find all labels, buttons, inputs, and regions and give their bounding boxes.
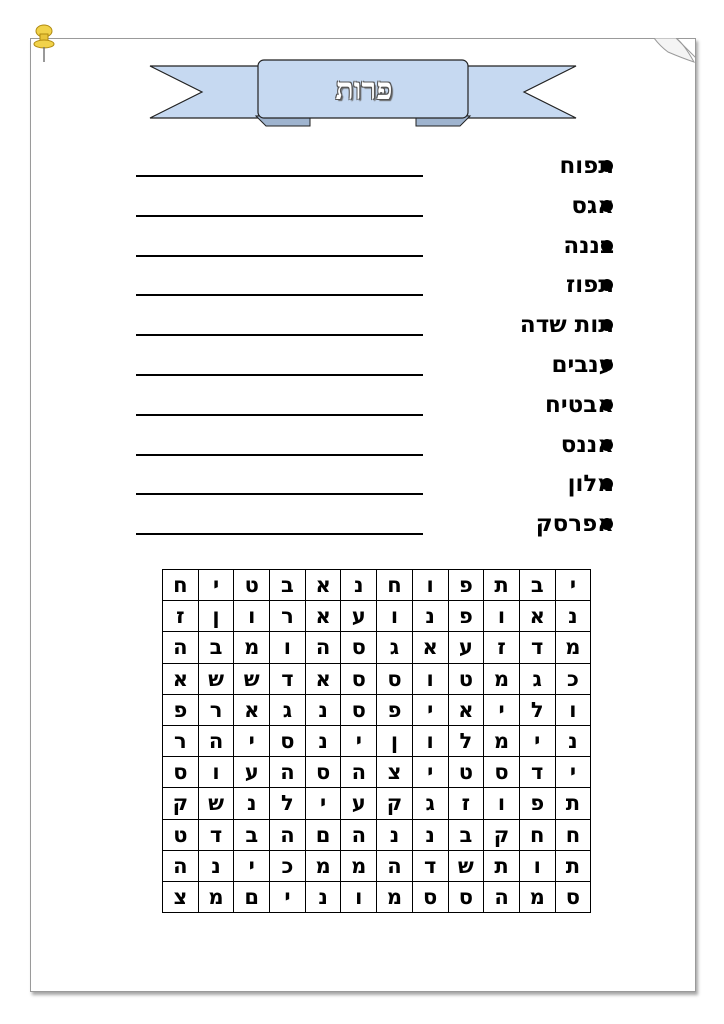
grid-cell[interactable]: נ — [555, 725, 591, 756]
grid-cell[interactable]: ח — [377, 570, 413, 601]
grid-cell[interactable]: י — [198, 570, 234, 601]
grid-cell[interactable]: ה — [198, 725, 234, 756]
grid-cell[interactable]: ה — [341, 757, 377, 788]
grid-cell[interactable]: י — [555, 570, 591, 601]
grid-cell[interactable]: ת — [484, 850, 520, 881]
list-item — [0, 305, 724, 345]
grid-cell[interactable]: ס — [341, 632, 377, 663]
grid-cell[interactable]: כ — [555, 663, 591, 694]
grid-cell[interactable]: מ — [305, 850, 341, 881]
grid-cell[interactable]: מ — [484, 663, 520, 694]
grid-cell[interactable]: צ — [377, 757, 413, 788]
grid-cell[interactable]: ס — [448, 881, 484, 912]
grid-cell[interactable]: ט — [234, 570, 270, 601]
grid-cell[interactable]: ס — [305, 757, 341, 788]
grid-cell[interactable]: א — [412, 632, 448, 663]
answer-line[interactable] — [136, 334, 423, 336]
grid-cell[interactable]: ו — [412, 663, 448, 694]
grid-cell[interactable]: ש — [198, 663, 234, 694]
grid-cell[interactable]: ג — [270, 694, 306, 725]
grid-cell[interactable]: נ — [234, 788, 270, 819]
grid-cell[interactable]: ב — [234, 819, 270, 850]
grid-cell[interactable]: ו — [484, 788, 520, 819]
grid-cell[interactable]: נ — [555, 601, 591, 632]
grid-row — [163, 757, 591, 788]
word-label: אבטיח — [545, 391, 614, 418]
grid-cell[interactable]: נ — [377, 819, 413, 850]
list-item — [0, 146, 724, 186]
grid-cell[interactable]: פ — [448, 570, 484, 601]
grid-cell[interactable]: ס — [341, 663, 377, 694]
grid-cell[interactable]: ה — [270, 819, 306, 850]
grid-row — [163, 632, 591, 663]
grid-cell[interactable]: ל — [519, 694, 555, 725]
grid-cell[interactable]: ד — [198, 819, 234, 850]
grid-cell[interactable]: כ — [270, 850, 306, 881]
answer-line[interactable] — [136, 533, 423, 535]
grid-cell[interactable]: ו — [341, 881, 377, 912]
grid-cell[interactable]: ן — [377, 725, 413, 756]
page-title: פרות — [335, 72, 393, 107]
grid-cell[interactable]: ר — [198, 694, 234, 725]
grid-cell[interactable]: ס — [163, 757, 199, 788]
grid-cell[interactable]: ח — [555, 819, 591, 850]
grid-cell[interactable]: ה — [163, 850, 199, 881]
grid-cell[interactable]: ת — [555, 850, 591, 881]
grid-row — [163, 725, 591, 756]
grid-cell[interactable]: ב — [270, 570, 306, 601]
grid-cell[interactable]: ו — [412, 725, 448, 756]
list-item — [0, 425, 724, 465]
list-item — [0, 186, 724, 226]
answer-line[interactable] — [136, 414, 423, 416]
word-label: תות שדה — [519, 312, 614, 339]
grid-cell[interactable]: ל — [270, 788, 306, 819]
grid-row — [163, 663, 591, 694]
grid-cell[interactable]: פ — [163, 694, 199, 725]
answer-line[interactable] — [136, 255, 423, 257]
grid-cell[interactable]: ז — [448, 788, 484, 819]
word-label: ענבים — [551, 351, 614, 378]
grid-cell[interactable]: ו — [270, 632, 306, 663]
grid-row — [163, 881, 591, 912]
word-label: תפוח — [559, 153, 614, 179]
grid-cell[interactable]: פ — [377, 694, 413, 725]
grid-cell[interactable]: ל — [448, 725, 484, 756]
grid-row — [163, 850, 591, 881]
list-item — [0, 345, 724, 385]
grid-cell[interactable]: ו — [234, 601, 270, 632]
grid-cell[interactable]: ד — [270, 663, 306, 694]
grid-cell[interactable]: ס — [270, 725, 306, 756]
grid-cell[interactable]: א — [163, 663, 199, 694]
grid-cell[interactable]: ו — [519, 850, 555, 881]
grid-cell[interactable]: י — [484, 694, 520, 725]
grid-row — [163, 694, 591, 725]
grid-cell[interactable]: נ — [305, 725, 341, 756]
answer-line[interactable] — [136, 493, 423, 495]
grid-cell[interactable]: ע — [448, 632, 484, 663]
grid-cell[interactable]: י — [555, 757, 591, 788]
grid-cell[interactable]: ב — [448, 819, 484, 850]
answer-line[interactable] — [136, 175, 423, 177]
grid-cell[interactable]: מ — [484, 725, 520, 756]
grid-cell[interactable]: י — [234, 725, 270, 756]
folded-corner — [654, 38, 696, 64]
grid-cell[interactable]: ט — [448, 757, 484, 788]
grid-cell[interactable]: ה — [305, 632, 341, 663]
grid-cell[interactable]: א — [519, 601, 555, 632]
list-item — [0, 265, 724, 305]
grid-cell[interactable]: ם — [305, 819, 341, 850]
grid-cell[interactable]: ש — [448, 850, 484, 881]
grid-cell[interactable]: י — [519, 725, 555, 756]
list-item — [0, 385, 724, 425]
word-label: אננס — [560, 431, 614, 458]
grid-cell[interactable]: ס — [412, 881, 448, 912]
grid-cell[interactable]: ר — [163, 725, 199, 756]
grid-cell[interactable]: נ — [341, 570, 377, 601]
grid-cell[interactable]: ט — [163, 819, 199, 850]
grid-cell[interactable]: ס — [484, 757, 520, 788]
grid-row — [163, 819, 591, 850]
grid-cell[interactable]: ק — [484, 819, 520, 850]
grid-cell[interactable]: ק — [163, 788, 199, 819]
answer-line[interactable] — [136, 294, 423, 296]
grid-cell[interactable]: ש — [234, 663, 270, 694]
pushpin-icon — [30, 22, 66, 66]
grid-cell[interactable]: מ — [341, 850, 377, 881]
grid-cell[interactable]: ו — [412, 570, 448, 601]
grid-cell[interactable]: ר — [270, 601, 306, 632]
grid-cell[interactable]: ז — [163, 601, 199, 632]
grid-cell[interactable]: י — [234, 850, 270, 881]
grid-cell[interactable]: ו — [377, 601, 413, 632]
grid-cell[interactable]: ד — [519, 757, 555, 788]
word-list — [0, 146, 724, 544]
word-label: בננה — [563, 232, 614, 259]
answer-line[interactable] — [136, 454, 423, 456]
grid-cell[interactable]: א — [305, 601, 341, 632]
grid-cell[interactable]: ו — [484, 601, 520, 632]
grid-cell[interactable]: מ — [377, 881, 413, 912]
grid-cell[interactable]: מ — [234, 632, 270, 663]
word-search-grid — [162, 569, 591, 913]
grid-cell[interactable]: מ — [519, 881, 555, 912]
grid-cell[interactable]: מ — [555, 632, 591, 663]
grid-cell[interactable]: ג — [412, 788, 448, 819]
grid-cell[interactable]: ח — [519, 819, 555, 850]
grid-row — [163, 788, 591, 819]
grid-cell[interactable]: מ — [198, 881, 234, 912]
grid-cell[interactable]: ה — [163, 632, 199, 663]
grid-cell[interactable]: ג — [519, 663, 555, 694]
grid-row — [163, 570, 591, 601]
answer-line[interactable] — [136, 215, 423, 217]
grid-cell[interactable]: ה — [270, 757, 306, 788]
grid-cell[interactable]: ע — [341, 601, 377, 632]
word-label: אגס — [571, 192, 614, 219]
word-label: אפרסק — [535, 511, 614, 538]
grid-cell[interactable]: ד — [412, 850, 448, 881]
grid-cell[interactable]: ס — [377, 663, 413, 694]
grid-cell[interactable]: ב — [198, 632, 234, 663]
grid-cell[interactable]: נ — [412, 819, 448, 850]
grid-cell[interactable]: ם — [234, 881, 270, 912]
grid-cell[interactable]: צ — [163, 881, 199, 912]
grid-cell[interactable]: ת — [555, 788, 591, 819]
grid-cell[interactable]: ג — [377, 632, 413, 663]
grid-cell[interactable]: א — [305, 663, 341, 694]
grid-cell[interactable]: י — [270, 881, 306, 912]
grid-cell[interactable]: ן — [198, 601, 234, 632]
grid-row — [163, 601, 591, 632]
grid-cell[interactable]: ע — [234, 757, 270, 788]
list-item — [0, 464, 724, 504]
grid-cell[interactable]: ח — [163, 570, 199, 601]
grid-cell[interactable]: ד — [519, 632, 555, 663]
list-item — [0, 504, 724, 544]
grid-cell[interactable]: ק — [377, 788, 413, 819]
grid-cell[interactable]: ה — [341, 819, 377, 850]
grid-cell[interactable]: נ — [198, 850, 234, 881]
grid-cell[interactable]: נ — [305, 694, 341, 725]
grid-cell[interactable]: י — [412, 694, 448, 725]
grid-cell[interactable]: פ — [519, 788, 555, 819]
grid-cell[interactable]: ז — [484, 632, 520, 663]
grid-cell[interactable]: ה — [377, 850, 413, 881]
grid-cell[interactable]: י — [412, 757, 448, 788]
grid-cell[interactable]: ב — [519, 570, 555, 601]
grid-cell[interactable]: ו — [198, 757, 234, 788]
grid-cell[interactable]: ע — [341, 788, 377, 819]
grid-cell[interactable]: פ — [448, 601, 484, 632]
grid-cell[interactable]: ש — [198, 788, 234, 819]
grid-cell[interactable]: א — [448, 694, 484, 725]
grid-cell[interactable]: ה — [484, 881, 520, 912]
grid-cell[interactable]: נ — [412, 601, 448, 632]
word-label: תפוז — [566, 272, 614, 299]
grid-cell[interactable]: ס — [555, 881, 591, 912]
grid-cell[interactable]: ט — [448, 663, 484, 694]
grid-cell[interactable]: ת — [484, 570, 520, 601]
grid-cell[interactable]: ו — [555, 694, 591, 725]
list-item — [0, 226, 724, 266]
grid-cell[interactable]: א — [305, 570, 341, 601]
grid-cell[interactable]: ס — [341, 694, 377, 725]
grid-cell[interactable]: א — [234, 694, 270, 725]
grid-cell[interactable]: י — [305, 788, 341, 819]
answer-line[interactable] — [136, 374, 423, 376]
grid-cell[interactable]: י — [341, 725, 377, 756]
word-label: מלון — [567, 471, 614, 498]
grid-cell[interactable]: נ — [305, 881, 341, 912]
